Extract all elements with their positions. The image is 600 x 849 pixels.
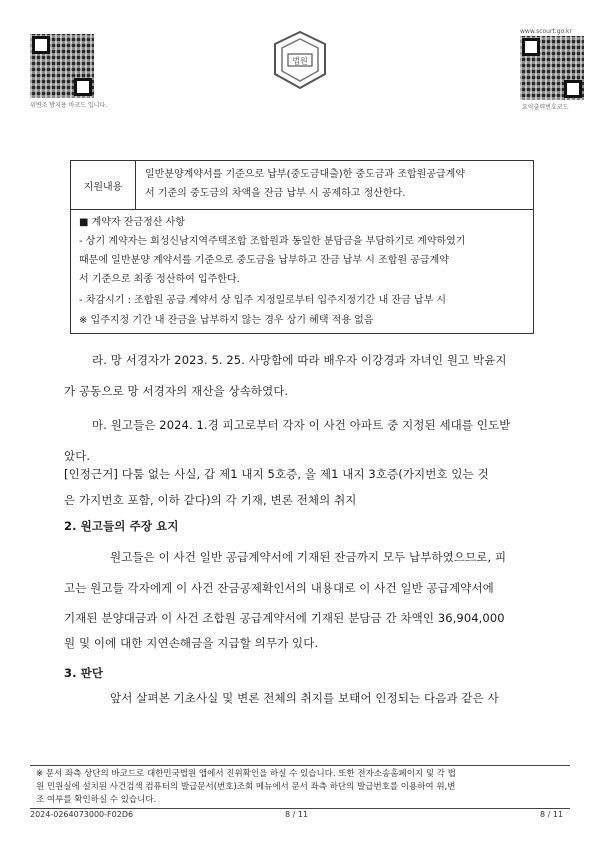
settlement-note bbox=[70, 207, 534, 334]
body-line: 은 가지번호 포함, 이하 같다)의 각 기재, 변론 전체의 취지 bbox=[64, 493, 357, 507]
body-line: 가 공동으로 망 서경자의 재산을 상속하였다. bbox=[64, 384, 289, 398]
support-table bbox=[70, 160, 534, 210]
support-line-2: 서 기준의 중도금의 차액을 잔금 납부 시 공제하고 정산한다. bbox=[145, 188, 406, 199]
support-line-1: 일반분양계약서를 기준으로 납부(중도금대출)한 중도금과 조합원공급계약 bbox=[145, 169, 465, 180]
page-number-right: 8 / 11 bbox=[540, 810, 564, 819]
body-line: 라. 망 서경자가 2023. 5. 25. 사망함에 따라 배우자 이강경과 자녀인 원고 박윤지 bbox=[92, 353, 507, 367]
doc-number: 2024-0264073000-F02D6 bbox=[30, 810, 134, 819]
page-number: 8 / 11 bbox=[285, 810, 309, 819]
barcode-left bbox=[30, 34, 94, 98]
note-line: ■ 계약자 잔금정산 사항 bbox=[79, 217, 185, 228]
body-line: 기재된 분양대금과 이 사건 조합원 공급계약서에 기재된 분담금 간 차액인 36,904,000 bbox=[64, 611, 505, 625]
barcode-caption: 위변조 방지용 바코드 입니다. bbox=[30, 102, 108, 109]
footer-notice-line: 조 여부를 확인하실 수 있습니다. bbox=[36, 795, 157, 805]
body-line: 원고들은 이 사건 일반 공급계약서에 기재된 잔금까지 모두 납부하였으므로, 피 bbox=[110, 550, 507, 564]
footer-notice-line: 원 민원실에 설치된 사건검색 컴퓨터의 발급문서(번호)조회 메뉴에서 문서 좌측 하단의 발급번호를 이용하여 위,변 bbox=[36, 782, 456, 792]
body-line: 앞서 살펴본 기초사실 및 변론 전체의 취지를 보태어 인정되는 다음과 같은 사 bbox=[110, 691, 499, 705]
barcode-right bbox=[520, 36, 584, 100]
body-line: 원 및 이에 대한 지연손해금을 지급할 의무가 있다. bbox=[64, 636, 319, 650]
note-line: - 차감시기 : 조합원 공급 계약서 상 입주 지정일로부터 입주지정기간 내 잔금 납부 시 bbox=[79, 295, 447, 306]
court-seal-icon bbox=[271, 30, 329, 92]
note-line: 때문에 일반분양 계약서를 기준으로 중도금을 납부하고 잔금 납부 시 조합원 공급계약 bbox=[79, 255, 449, 266]
note-line: 서 기준으로 최종 정산하여 입주한다. bbox=[79, 274, 240, 285]
body-line: 마. 원고들은 2024. 1.경 피고로부터 각자 이 사건 아파트 중 지정된 세대를 인도받 bbox=[92, 418, 511, 432]
note-line: - 상기 계약자는 회성신남지역주택조합 조합원과 동일한 분담금을 부담하기로 계약하였기 bbox=[79, 236, 466, 247]
section-heading: 3. 판단 bbox=[64, 666, 104, 680]
footer-notice-line: ※ 문서 좌측 상단의 바코드로 대한민국법원 앱에서 진위확인을 하실 수 있습니다. 또한 전자소송홈페이지 및 각 법 bbox=[36, 769, 456, 779]
body-line: 았다. bbox=[64, 449, 91, 463]
note-line: ※ 입주지정 기간 내 잔금을 납부하지 않는 경우 상기 혜택 적용 없음 bbox=[79, 315, 374, 326]
section-heading: 2. 원고들의 주장 요지 bbox=[64, 519, 179, 533]
footer-notice bbox=[30, 765, 570, 809]
support-content bbox=[145, 165, 527, 203]
support-label: 지원내용 bbox=[71, 161, 136, 209]
barcode-right-caption: 요약출력번호코드 bbox=[522, 104, 569, 111]
seal-text: 법원 bbox=[292, 56, 308, 66]
court-url: www.scourt.go.kr bbox=[520, 28, 572, 35]
body-line: 고는 원고들 각자에게 이 사건 잔금공제확인서의 내용대로 이 사건 일반 공급계약서에 bbox=[64, 581, 494, 595]
body-line: [인정근거] 다툼 없는 사실, 갑 제1 내지 5호증, 을 제1 내지 3호증(가지번호 있는 것 bbox=[64, 467, 489, 481]
